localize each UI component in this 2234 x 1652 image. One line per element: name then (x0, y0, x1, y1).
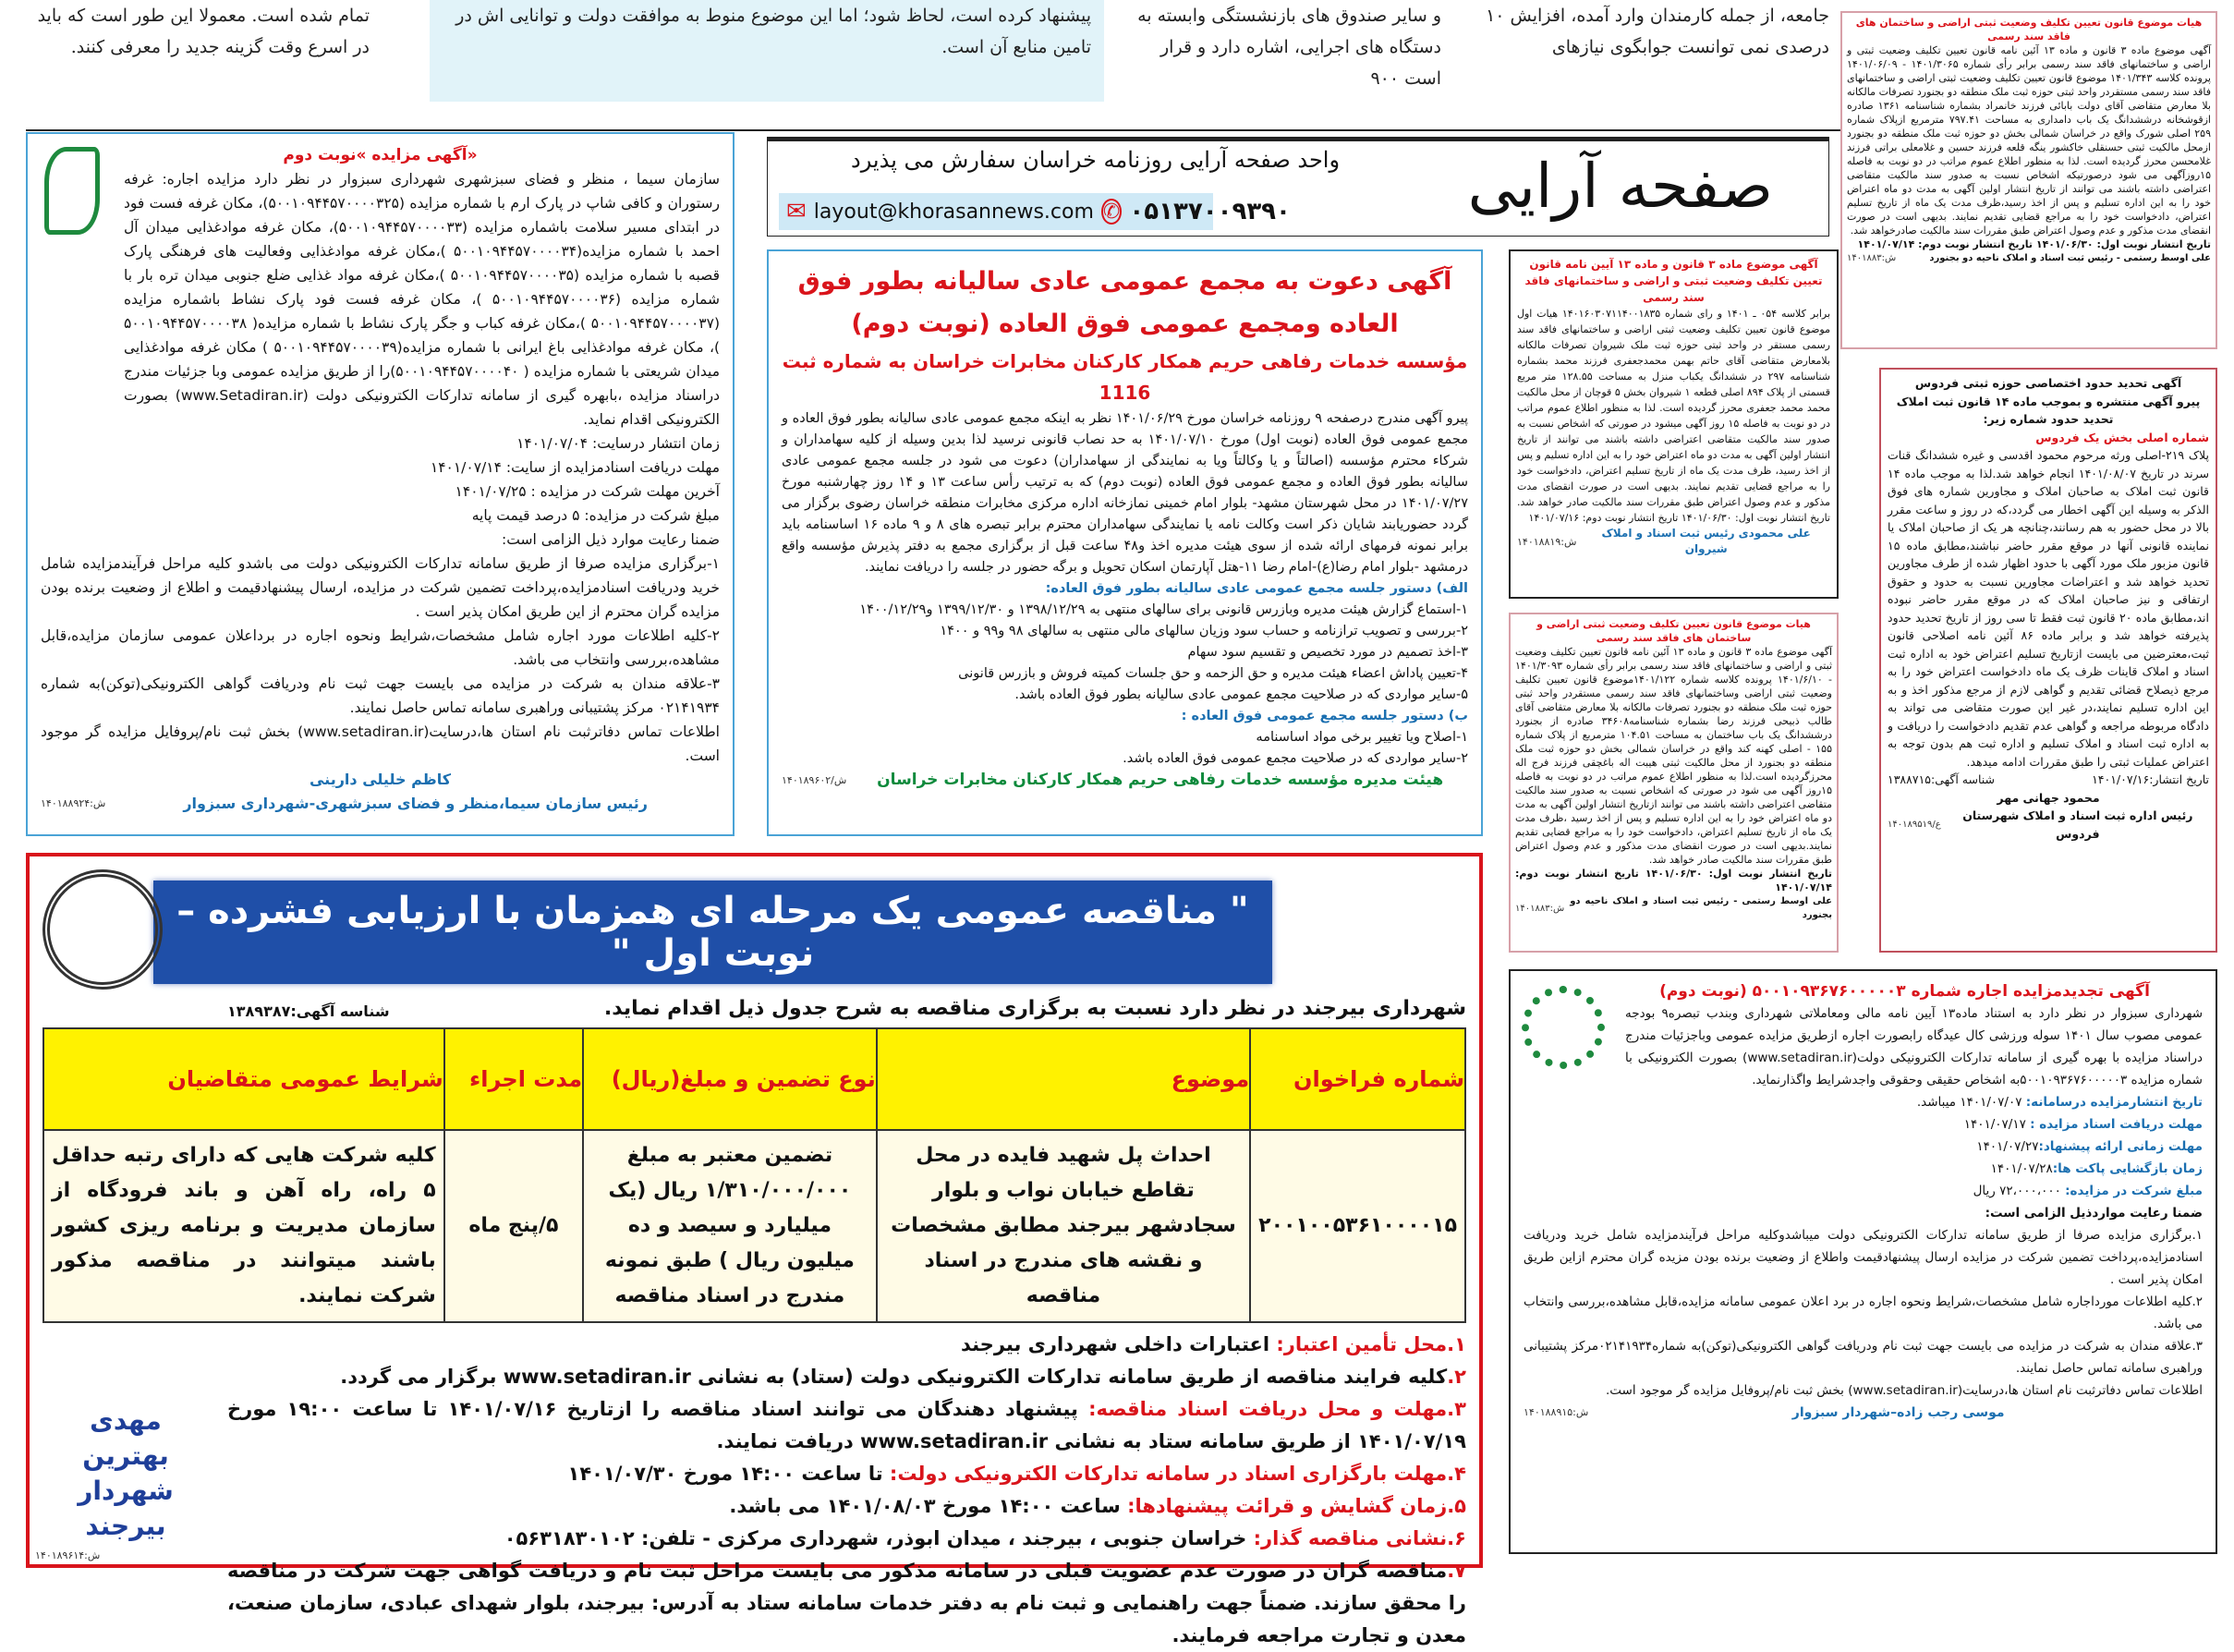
column-header: شرایط عمومی متقاضیان (43, 1028, 444, 1130)
clause-label: ۷. (1447, 1560, 1466, 1582)
tender-clause (227, 1329, 1466, 1361)
ad-title: آگهی موضوع ماده ۳ قانون و ماده ۱۳ آیین نامه قانون تعیین تکلیف وضعیت ثبتی و اراضی و ساختمانهای فاقد سند رسمی (1524, 258, 1823, 304)
tender-intro: شهرداری بیرجند در نظر دارد نسبت به برگزاری مناقصه به شرح جدول ذیل اقدام نماید. (603, 997, 1466, 1020)
tender-table (42, 1027, 1466, 1323)
phone-icon: ✆ (1102, 200, 1121, 224)
top-article-col-4: تمام شده است. معمولا این طور است که باید در اسرع وقت گزینه جدید را معرفی کنند. (37, 6, 370, 57)
ad-code: ۱۴۰۱۸۹۶۱۴:ش (35, 1549, 101, 1561)
ad-code: ع/۱۴۰۱۸۹۵۱۹ (1888, 819, 1941, 830)
table-cell: احداث پل شهید فایده در محل تقاطع خیابان نواب و بلوار سجادشهر بیرجند مطابق مشخصات و نقشه های مندرج در اسناد مناقصه (877, 1130, 1250, 1322)
auction-field (1524, 1180, 2203, 1202)
tender-clause (227, 1555, 1466, 1652)
ad-code: ۱۴۰۱۸۸۱۹:ش (1517, 535, 1577, 548)
field-value: ۷۲،۰۰۰،۰۰۰ ریال (1973, 1184, 2066, 1198)
general-assembly-invitation-ad (767, 249, 1483, 836)
field-value: ۱۴۰۱/۰۷/۰۷ میباشد. (1916, 1095, 2026, 1110)
divider (26, 129, 1842, 131)
note: ضمنا رعایت مواردذیل الزامی است: (1985, 1206, 2203, 1221)
mail-icon: ✉ (786, 198, 807, 225)
clause-label: ۱.محل تأمین اعتبار: (1276, 1333, 1466, 1355)
publish-dates: تاریخ انتشار نوبت اول: ۱۴۰۱/۰۶/۳۰ تاریخ انتشار نوبت دوم: ۱۴۰۱/۰۷/۱۴ (1515, 868, 1833, 893)
layout-phone: ۰۵۱۳۷۰۰۹۳۹۰ (1129, 198, 1291, 225)
auction-field (1524, 1113, 2203, 1136)
auction-date-line: زمان انتشار درسایت: ۱۴۰۱/۰۷/۰۴ (516, 435, 720, 452)
registry-ad-bojnurd-2 (1840, 11, 2217, 349)
auction-date-line: مهلت دریافت اسنادمزایده از سایت: ۱۴۰۱/۰۷/۱۴ (430, 459, 720, 476)
table-cell: ۲۰۰۱۰۰۵۳۶۱۰۰۰۰۱۵ (1250, 1130, 1465, 1322)
ad-title: هیات موضوع قانون تعیین تکلیف وضعیت ثبتی اراضی و ساختمان های فاقد سند رسمی (1855, 17, 2203, 43)
layout-email[interactable]: layout@khorasannews.com (813, 200, 1094, 224)
table-cell: کلیه شرکت هایی که دارای رتبه حداقل ۵ راه، راه آهن و باند فرودگاه از سازمان مدیریت و برنامه ریزی کشور باشند میتوانند در مناقصه مذکور شرکت نمایند. (43, 1130, 444, 1322)
tender-clause (227, 1393, 1466, 1458)
auction-ad-sabzevar-parks (26, 132, 735, 836)
clause-label: ۵.زمان گشایش و قرائت پیشنهادها: (1127, 1495, 1466, 1517)
auction-field (1524, 1091, 2203, 1113)
tender-title: " مناقصه عمومی یک مرحله ای همزمان با ارزیابی فشرده – نوبت اول " (153, 881, 1272, 984)
tender-clause (227, 1458, 1466, 1490)
signer-title: رئیس اداره ثبت اسناد و املاک شهرستان فردوس (1962, 808, 2193, 841)
registry-ad-bojnurd-1 (1509, 613, 1839, 953)
clause-label: ۶.نشانی مناقصه گذار: (1253, 1527, 1466, 1549)
field-label: مهلت زمانی ارائه پیشنهاد: (2038, 1139, 2203, 1154)
publish-date: تاریخ انتشار:۱۴۰۱/۰۷/۱۶ (2092, 772, 2209, 786)
agenda-a-title: الف) دستور جلسه مجمع عمومی عادی سالیانه بطور فوق العاده: (1045, 581, 1468, 596)
ad-code: ۱۴۰۱۸۸۹۲۴:ش (41, 797, 106, 809)
clause-text: پیشنهاد دهندگان می توانند اسناد مناقصه را ازتاریخ ۱۴۰۱/۰۷/۱۶ تا ساعت ۱۹:۰۰ مورخ ۱۴۰۱/۰۷/۱۹ از طریق سامانه ستاد به نشانی www.setadiran.ir دریافت نمایند. (227, 1398, 1466, 1452)
signer-name: محمود جهانی مهر (1997, 790, 2100, 805)
condition-item: ۱.برگزاری مزایده صرفا از طریق سامانه تدارکات الکترونیکی دولت میباشدوکلیه مراحل فرآیندمزایده شامل خرید ودریافت اسنادمزایده،پرداخت تضمین شرکت در مزایده ارسال پیشنهادقیمت واطلاع از وضعیت برنده بودن مزیده گران محترم ازاین طریق امکان پذیر است . (1524, 1228, 2203, 1287)
clause-label: ۴.مهلت بارگزاری اسناد در سامانه تدارکات الکترونیکی دولت: (889, 1463, 1466, 1485)
ad-body: شهرداری سبزوار در نظر دارد به استناد ماده۱۳ آیین نامه مالی ومعاملاتی شهرداری وبندب تبصره۹ بودجه عمومی مصوب سال ۱۴۰۱ سوله ورزشی کال عیدگاه رابصورت اجاره ازطریق مزایده عمومی وباجزئیات مندرج دراسناد مزایده با بهره گیری از سامانه تدارکات الکترونیکی دولت(www.setadiran.ir) بصورت الکترونیکی با شماره مزایده ۵۰۰۱۰۹۳۶۷۶۰۰۰۰۰۳به اشخاص حقیقی وحقوقی واجدشرایط واگذارنماید. (1625, 1006, 2204, 1087)
birjand-municipality-logo (42, 869, 163, 990)
ad-code: ۱۴۰۱۸۸۳:ش (1515, 903, 1565, 914)
auction-date-line: آخرین مهلت شرکت در مزایده : ۱۴۰۱/۰۷/۲۵ (455, 483, 720, 500)
tender-clause (227, 1361, 1466, 1393)
clause-text: ساعت ۱۴:۰۰ مورخ ۱۴۰۱/۰۸/۰۳ می باشد. (729, 1495, 1128, 1517)
ad-code: ۱۴۰۱۸۸۹۱۵:ش (1524, 1406, 1589, 1418)
agenda-item: ۳-اخذ تصمیم در مورد تخصیص و تقسیم سود سهام (1187, 645, 1468, 660)
signer: علی اوسط رستمی - رئیس ثبت اسناد و املاک ناحیه دو بجنورد (1929, 253, 2211, 263)
clause-text: مناقصه گران در صورت عدم عضویت قبلی در سامانه مذکور می بایست مراحل ثبت نام و دریافت گواهی جهت شرکت در مناقصه را محقق سازند. ضمناً جهت راهنمایی و ثبت نام به دفتر خدمات سامانه ستاد به آدرس: بیرجند، بلوار شهدای عبادی، سازمان صنعت، معدن و تجارت مراجعه فرمایند. (227, 1560, 1466, 1646)
layout-banner-subtitle: واحد صفحه آرایی روزنامه خراسان سفارش می پذیرد (851, 147, 1341, 173)
field-value: ۱۴۰۱/۰۷/۲۸ (1990, 1161, 2053, 1176)
condition-item: ۱-برگزاری مزایده صرفا از طریق سامانه تدارکات الکترونیکی دولت می باشدو کلیه مراحل فرآیندمزایده شامل خرید ودریافت اسنادمزایده،پرداخت تضمین شرکت در مزایده، ارسال پیشنهادقیمت و اطلاع از وضعیت برنده بودن مزایده گران محترم از این طریق امکان پذیر است . (41, 555, 720, 620)
tender-clause (227, 1490, 1466, 1523)
ad-body: سازمان سیما ، منظر و فضای سبزشهری شهرداری سبزوار در نظر دارد مزایده اجاره: غرفه رستوران و کافی شاپ در پارک ارم با شماره مزایده (۵۰۰۱۰۹۴۴۵۷۰۰۰۰۳۲۵)، مکان غرفه فست فود در ابتدای مسیر سلامت باشماره مزایده (۵۰۰۱۰۹۴۴۵۷۰۰۰۰۳۳)، مکان غرفه موادغذایی میدان آل احمد با شماره مزایده(۵۰۰۱۰۹۴۴۵۷۰۰۰۰۳۴ )،مکان غرفه موادغذایی وفعالیت های فرهنگی پارک قصبه با شماره مزایده (۵۰۰۱۰۹۴۴۵۷۰۰۰۰۳۵ )،مکان غرفه مواد غذایی ضلع جنوبی میدان تره بار با شماره مزایده (۵۰۰۱۰۹۴۴۵۷۰۰۰۰۳۶ )، مکان غرفه فست فود پارک نشاط باشماره مزایده (۵۰۰۱۰۹۴۴۵۷۰۰۰۰۳۷ )،مکان غرفه کباب و جگر پارک نشاط با شماره مزایده( ۵۰۰۱۰۹۴۴۵۷۰۰۰۰۳۸ )، مکان غرفه موادغذایی باغ ایرانی با شماره مزایده(۵۰۰۱۰۹۴۴۵۷۰۰۰۰۳۹ ) مکان غرفه موادغذایی میدان شریعتی با شماره مزایده ( ۵۰۰۱۰۹۴۴۵۷۰۰۰۰۴۰)را از طریق مزایده عمومی وبا جزئیات مندرج دراسناد مزایده ،بابهره گیری از سامانه تدارکات الکترونیکی دولت (www.Setadiran.ir) بصورت الکترونیکی اقدام نماید. (124, 171, 721, 428)
ad-code: ۱۴۰۱۸۹۶۰۲/ش (782, 774, 847, 786)
sabzevar-municipality-logo (1522, 986, 1605, 1069)
field-value: ۱۴۰۱/۰۷/۱۷ (1963, 1117, 2031, 1132)
signer-title: شهردار بیرجند (78, 1476, 174, 1541)
field-value: ۱۴۰۱/۰۷/۲۷ (1976, 1139, 2039, 1154)
ad-code: ۱۴۰۱۸۸۳:ش (1847, 253, 1897, 263)
tender-clause (227, 1523, 1466, 1555)
layout-banner-title: صفحه آرایی (1467, 151, 1773, 222)
field-label: تاریخ انتشارمزایده درسامانه: (2025, 1095, 2203, 1110)
clause-text: اعتبارات داخلی شهرداری بیرجند (960, 1333, 1277, 1355)
auction-date-line: ضمنا رعایت موارد ذیل الزامی است: (502, 531, 720, 548)
auction-field (1524, 1136, 2203, 1158)
column-header: شماره فراخوان (1250, 1028, 1465, 1130)
condition-item: ۲.کلیه اطلاعات مورداجاره شامل مشخصات،شرایط ونحوه اجاره در برد اعلان عمومی سامانه مزایده،قابل مشاهده،بررسی وانتخاب می باشد. (1524, 1294, 2203, 1331)
ad-body: آگهی موضوع ماده ۳ قانون و ماده ۱۳ آئین نامه قانون تعیین تکلیف وضعیت ثبتی و اراضی و ساختمانهای فاقد سند رسمی برابر رأی شماره ۱۴۰۱/۳۰۶۵ - ۱۴۰۱/۰۶/۰۹ پرونده کلاسه ۱۴۰۱/۳۴۳ موضوع قانون تعیین تکلیف وضعیت ثبتی اراضی و ساختمانهای فاقد سند رسمی مستقردر واحد ثبتی حوزه ثبت ملک منطقه دو بجنورد تصرفات مالکانه بلا معارض متقاضی آقای دولت بابائی فرزند خانمراد بشماره شناسنامه ۱۳۶۱ صادره ازقوشخانه درششدانگ یک باب دامداری به مساحت ۷۹۷.۴۱ مترمربع ازپلاک شماره ۲۵۹ اصلی شورک واقع در خراسان شمالی بخش دو حوزه ثبت ملک منطقه دو بجنورد ازمحل مالکیت ثبتی حسنقلی خاکشور ینگه قلعه فرزند حسین و غلامعلی براتی فرزند غلامحسن محرز گردیده است. لذا به منظور اطلاع عموم مراتب در دو نوبت به فاصله ۱۵روزآگهی می شود درصورتیکه اشخاص نسبت به صدور سند مالکیت متقاضی اعتراضی داشته باشند می توانند از تاریخ انتشار اولین آگهی به مدت دو ماه اعتراض خود را به این اداره تسلیم و پس از اخذ رسید،ظرف مدت یک ماه از تاریخ تسلیم اعتراض، دادخواست خود را به مراجع قضایی تقدیم نمایند. بدیهی است در صورت انقضای مدت مذکور و عدم وصول اعتراض طبق مقررات سند مالکیت صادرخواهد شد. (1847, 44, 2211, 237)
signer-title: رئیس سازمان سیما،منظر و فضای سبزشهری-شهرداری سبزوار (183, 795, 648, 812)
ad-body: آگهی موضوع ماده ۳ قانون و ماده ۱۳ آئین نامه قانون تعیین تکلیف وضعیت ثبتی و اراضی و ساختمانهای فاقد سند رسمی برابر رأی شماره ۱۴۰۱/۳۰۹۳ - ۱۴۰۱/۶/۱۰ پرونده کلاسه شماره ۱۴۰۱/۱۲۲موضوع قانون تعیین تکلیف وضعیت ثبتی اراضی وساختمانهای فاقد سند رسمی مستقردر واحد ثبتی حوزه ثبت ملک منطقه دو بجنورد تصرفات مالکانه بلا معارض متقاضی آقای طالب ذبیحی فرزند رضا بشماره شناسنامه۳۴۶۰۸ صادره از بجنورد درششدانگ یک باب ساختمان به مساحت ۱۰۴.۵۱ مترمربع از پلاک شماره ۱۵۵ - اصلی کهنه کند واقع در خراسان شمالی بخش دو حوزه ثبت ملک منطقه دو بجنورد از محل مالکیت ثبتی هیبت اله باغچقی فرزند فرج اله محرزگردیده است.لذا به منظور اطلاع عموم مراتب در دو نوبت به فاصله ۱۵روز آگهی می شود در صورتی که اشخاص نسبت به صدور سند مالکیت متقاضی اعتراضی داشته باشند می توانند ازتاریخ انتشار اولین آگهی به مدت دو ماه اعتراض خود را به این اداره تسلیم و پس از اخذ رسید ،ظرف مدت یک ماه از تاریخ تسلیم اعتراض، دادخواست خود را به مراجع قضایی تقدیم نمایند.بدیهی است در صورت انقضای مدت مذکور و عدم وصول اعتراض طبق مقررات سند مالکیت صادر خواهد شد. (1515, 646, 1833, 866)
registry-ad-shirvan (1509, 249, 1839, 599)
condition-item: ۲-کلیه اطلاعات مورد اجاره شامل مشخصات،شرایط ونحوه اجاره در برداعلان عمومی سازمان مزایده،قابل مشاهده،بررسی وانتخاب می باشد. (41, 627, 720, 668)
auction-ad-sabzevar-gym (1509, 969, 2217, 1554)
clause-text: تا ساعت ۱۴:۰۰ مورخ ۱۴۰۱/۰۷/۳۰ (567, 1463, 890, 1485)
ad-section: شماره اصلی بخش یک فردوس (2035, 430, 2209, 444)
column-header: مدت اجراء (444, 1028, 583, 1130)
boundary-ad-ferdows (1879, 368, 2217, 953)
auction-field (1524, 1158, 2203, 1180)
condition-item: اطلاعات تماس دفاترثبت نام استان ها،درسایت(www.setadiran.ir) بخش ثبت نام/پروفایل مزایده گر موجود است. (41, 723, 720, 764)
signer-name: کاظم خلیلی دارینی (309, 771, 451, 788)
ad-body: پلاک ۲۱۹-اصلی ورثه مرحوم محمود اقدسی و غیره ششدانگ قنات سرند در تاریخ ۱۴۰۱/۰۸/۰۷ انجام خواهد شد.لذا به موجب ماده ۱۴ قانون ثبت املاک به صاحبان املاک و مجاورین شماره های فوق الذکر به وسیله این آگهی اخطار می گردد،که در روز و ساعت مقرر بالا در محل حضور به هم رسانند،چنانچه هر یک از صاحبان املاک یا نماینده قانونی آنها در موقع مقرر حاضر نباشند،مطابق ماده ۱۵ قانون مزبور ملک مورد آگهی با حدود اظهار شده از طرف مجاورین تحدید خواهد شد و اعتراضات مجاورین نسبت به حدود و حقوق ارتفاقی و نیز صاحبان املاک که در موقع مقرر حاضر نبوده اند،مطابق ماده ۲۰ قانون ثبت فقط تا سی روز از تاریخ تحدید حدود پذیرفته خواهد شد و برابر ماده ۸۶ آئین نامه اصلاحی قانون ثبت،معترضین می بایست ازتاریخ تسلیم اعتراض خود به اداره ثبت اسناد و املاک قاینات ظرف یک ماه دادخواست اعتراض خود را به مرجع ذیصلاح قضائی تقدیم و گواهی لازم از مرجع مذکور اخذ و به این اداره تسلیم نمایند،در غیر این صورت متقاضی می تواند به دادگاه مربوطه مراجعه و گواهی عدم تقدیم دادخواست را دریافت و به اداره ثبت اسناد و املاک تسلیم و اداره ثبت هم بدون توجه به اعتراض عملیات ثبتی را طبق مقررات ادامه میدهد. (1888, 448, 2210, 769)
ad-subtitle: مؤسسه خدمات رفاهی حریم همکار کارکنان مخابرات خراسان به شماره ثبت 1116 (782, 350, 1468, 404)
top-article-col-3: پیشنهاد کرده است، لحاظ شود؛ اما این موضوع منوط به موافقت دولت و توانایی اش در تامین منابع آن است. (430, 0, 1104, 102)
mayor-signature (42, 1403, 209, 1544)
agenda-b-title: ب) دستور جلسه مجمع عمومی فوق العاده : (1181, 709, 1468, 723)
sabzevar-green-logo (44, 147, 100, 235)
signer: هیئت مدیره مؤسسه خدمات رفاهی حریم همکار کارکنان مخابرات خراسان (877, 771, 1444, 789)
agenda-item: ۲-سایر مواردی که در صلاحیت مجمع عمومی فوق العاده باشد. (1123, 751, 1468, 766)
top-article-col-1: جامعه، از جمله کارمندان وارد آمده، افزایش ۱۰ درصدی نمی توانست جوابگوی نیازهای (1486, 6, 1829, 57)
ad-id: شناسه آگهی:۱۳۸۸۷۱۵ (1888, 772, 1996, 786)
agenda-item: ۴-تعیین پاداش اعضاء هیئت مدیره و حق الزحمه و حق جلسات کمیته فروش و بازرس قانونی (958, 666, 1468, 681)
ad-title: هیات موضوع قانون تعیین تکلیف وضعیت ثبتی اراضی و ساختمان های فاقد سند رسمی (1536, 618, 1811, 644)
signer: علی محمودی رئیس ثبت اسناد و املاک شیروان (1601, 527, 1811, 555)
clause-label: ۳.مهلت و محل دریافت اسناد مناقصه: (1088, 1398, 1466, 1420)
ad-title: «آگهی مزایده »نوبت دوم (283, 146, 478, 164)
column-header: موضوع (877, 1028, 1250, 1130)
ad-subtitle: پیرو آگهی منتشره و بموجب ماده ۱۴ قانون ثبت املاک تحدید حدود شماره زیر: (1896, 394, 2201, 426)
agenda-item: ۵-سایر مواردی که در صلاحیت مجمع عمومی عادی سالیانه بطور فوق العاده باشد. (1014, 687, 1468, 702)
agenda-item: ۱-اصلاح ویا تغییر برخی مواد اساسنامه (1256, 730, 1468, 745)
column-header: نوع تضمین و مبلغ(ریال) (583, 1028, 877, 1130)
publish-dates: تاریخ انتشار نوبت اول: ۱۴۰۱/۰۶/۳۰ تاریخ انتشار نوبت دوم: ۱۴۰۱/۰۷/۱۴ (1857, 238, 2211, 250)
ad-title: آگهی تحدید حدود اختصاصی حوزه ثبتی فردوس (1914, 376, 2182, 390)
signer: علی اوسط رستمی - رئیس ثبت اسناد و املاک ناحیه دو بجنورد (1570, 896, 1832, 920)
ad-title: آگهی تجدیدمزایده اجاره شماره ۵۰۰۱۰۹۳۶۷۶۰۰۰۰۰۳ (نوبت دوم) (1659, 982, 2150, 1001)
field-label: مهلت دریافت اسناد مزایده : (2030, 1117, 2203, 1132)
table-cell: ۵/پنج ماه (444, 1130, 583, 1322)
agenda-item: ۱-استماع گزارش هیئت مدیره وبازرس قانونی برای سالهای منتهی به ۱۳۹۸/۱۲/۲۹ و ۱۳۹۹/۱۲/۳۰ و۱۴۰۰/۱۲/۲۹ (859, 602, 1468, 617)
clause-label: ۲. (1447, 1366, 1466, 1388)
auction-date-line: مبلغ شرکت در مزایده: ۵ درصد قیمت پایه (471, 507, 720, 524)
condition-item: ۳.علاقه مندان به شرکت در مزایده می بایست جهت ثبت نام ودریافت گواهی الکترونیکی(توکن)به شماره۰۲۱۴۱۹۳۴مرکز پشتیبانی وراهبری سامانه تماس حاصل نمایند. (1524, 1339, 2204, 1376)
clause-text: خراسان جنوبی ، بیرجند ، میدان ابوذر، شهرداری مرکزی - تلفن: ۰۵۶۳۱۸۳۰۱۰۲ (504, 1527, 1254, 1549)
ad-body: برابر کلاسه ۰۵۴ ـ ۱۴۰۱ و رای شماره ۱۴۰۱۶۰۳۰۷۱۱۴۰۰۱۸۳۵ هیات اول موضوع قانون تعیین تکلیف وضعیت ثبتی اراضی و ساختمانهای فاقد سند رسمی مستقر در واحد ثبتی حوزه ثبت ملک شیروان تصرفات مالکانه بلامعارض متقاضی آقای حاتم بهمن محمدجعفری فرزند محمد بشماره شناسنامه ۲۹۷ در ششدانگ یکباب منزل به مساحت ۱۲۸.۵۵ متر مربع قسمتی از پلاک ۸۹۴ اصلی قطعه ۱ شیروان بخش ۵ قوچان از محل مالکیت محمد محمد جعفری محرز گردیده است. لذا به منظور اطلاع عموم مراتب در دو نوبت به فاصله ۱۵ روز آگهی میشود در صورتی که اشخاص نسبت به صدور سند مالکیت متقاضی اعتراضی داشته باشند می توانند از تاریخ انتشار اولین آگهی به مدت دو ماه اعتراض خود را به این اداره تسلیم و پس از اخذ رسید، ظرف مدت یک ماه از تاریخ تسلیم اعتراض، دادخواست خود را به مراجع قضایی تقدیم نمایند. بدیهی است در صورت انقضای مدت مذکور و عدم وصول اعتراض طبق مقررات سند مالکیت صادر خواهد شد. تاریخ انتشار نوبت اول: ۱۴۰۱/۰۶/۳۰ تاریخ انتشار نوبت دوم: ۱۴۰۱/۰۷/۱۶ (1517, 308, 1831, 524)
signer-name: مهدی بهترین (82, 1405, 169, 1471)
signer: موسی رجب زاده–شهردار سبزوار (1791, 1405, 2005, 1420)
top-article-col-2: و سایر صندوق های بازنشستگی وابسته به دستگاه های اجرایی، اشاره دارد و قرار است ۹۰۰ (1137, 6, 1441, 89)
field-label: زمان بازگشایی پاکت ها: (2052, 1161, 2203, 1176)
table-cell: تضمین معتبر به مبلغ ۱/۳۱۰/۰۰۰/۰۰۰ ریال (یک میلیارد و سیصد و ده میلیون ریال ) طبق نمونه مندرج در اسناد مناقصه (583, 1130, 877, 1322)
contact-bar (779, 193, 1291, 230)
tender-ad-id: شناسه آگهی:۱۳۸۹۳۸۷ (227, 1002, 390, 1020)
clause-text: کلیه فرایند مناقصه از طریق سامانه تدارکات الکترونیکی دولت (ستاد) به نشانی www.setadiran.ir برگزار می گردد. (340, 1366, 1448, 1388)
condition-item: اطلاعات تماس دفاترثبت نام استان ها،درسایت(www.setadiran.ir) بخش ثبت نام/پروفایل مزایده گر موجود است. (1605, 1383, 2203, 1398)
ad-title: آگهی دعوت به مجمع عمومی عادی سالیانه بطور فوق العاده ومجمع عمومی فوق العاده (نوبت دوم) (797, 267, 1452, 338)
ad-body: پیرو آگهی مندرج درصفحه ۹ روزنامه خراسان مورخ ۱۴۰۱/۰۶/۲۹ نظر به اینکه مجمع عمومی عادی سالیانه بطور فوق العاده و مجمع عمومی فوق العاده (نوبت اول) مورخ ۱۴۰۱/۰۷/۱۰ به حد نصاب قانونی نرسید لذا بدین وسیله از کلیه سهامداران و شرکاء محترم مؤسسه (اصالتاً و یا وکالتاً ویا به نمایندگی از سهامداران) دعوت می شود در جلسه مجمع عمومی عادی سالیانه بطور فوق العاده و مجمع عمومی فوق العاده (نوبت دوم) که به ترتیب رأس ساعت ۱۳ و ۱۴ روز چهارشنبه مورخ ۱۴۰۱/۰۷/۲۷ در محل شهرستان مشهد- بلوار امام خمینی نمازخانه اداره مرکزی مخابرات منطقه خراسان رضوی برگزار می گردد حضوریابند شایان ذکر است وکالت نامه یا نمایندگی سهامداران محترم برابر تبصره های ۸ و ۹ ماده ۱۶ اساسنامه باید برابر نمونه فرمهای ارائه شده از سوی هیئت مدیره اخذ و۴۸ ساعت قبل از برگزاری مجمع به دفتر پذیرش مؤسسه واقع درمشهد -بلوار امام رضا(ع)-امام رضا ۱۱-هتل آپارتمان اسکان تحویل و برگه حضور در جلسه را دریافت نمایند. (782, 411, 1468, 575)
table-row (43, 1130, 1465, 1322)
field-label: مبلغ شرکت در مزایده: (2065, 1184, 2203, 1198)
condition-item: ۳-علاقه مندان به شرکت در مزایده می بایست جهت ثبت نام ودریافت گواهی الکترونیکی(توکن)به شماره ۰۲۱۴۱۹۳۴ مرکز پشتیبانی وراهبری سامانه تماس حاصل نمایند. (41, 675, 720, 716)
agenda-item: ۲-بررسی و تصویب ترازنامه و حساب سود وزیان سالهای مالی منتهی به سالهای ۹۸ و۹۹ و ۱۴۰۰ (940, 624, 1468, 638)
tender-ad-birjand (26, 853, 1483, 1646)
layout-banner (767, 137, 1829, 237)
